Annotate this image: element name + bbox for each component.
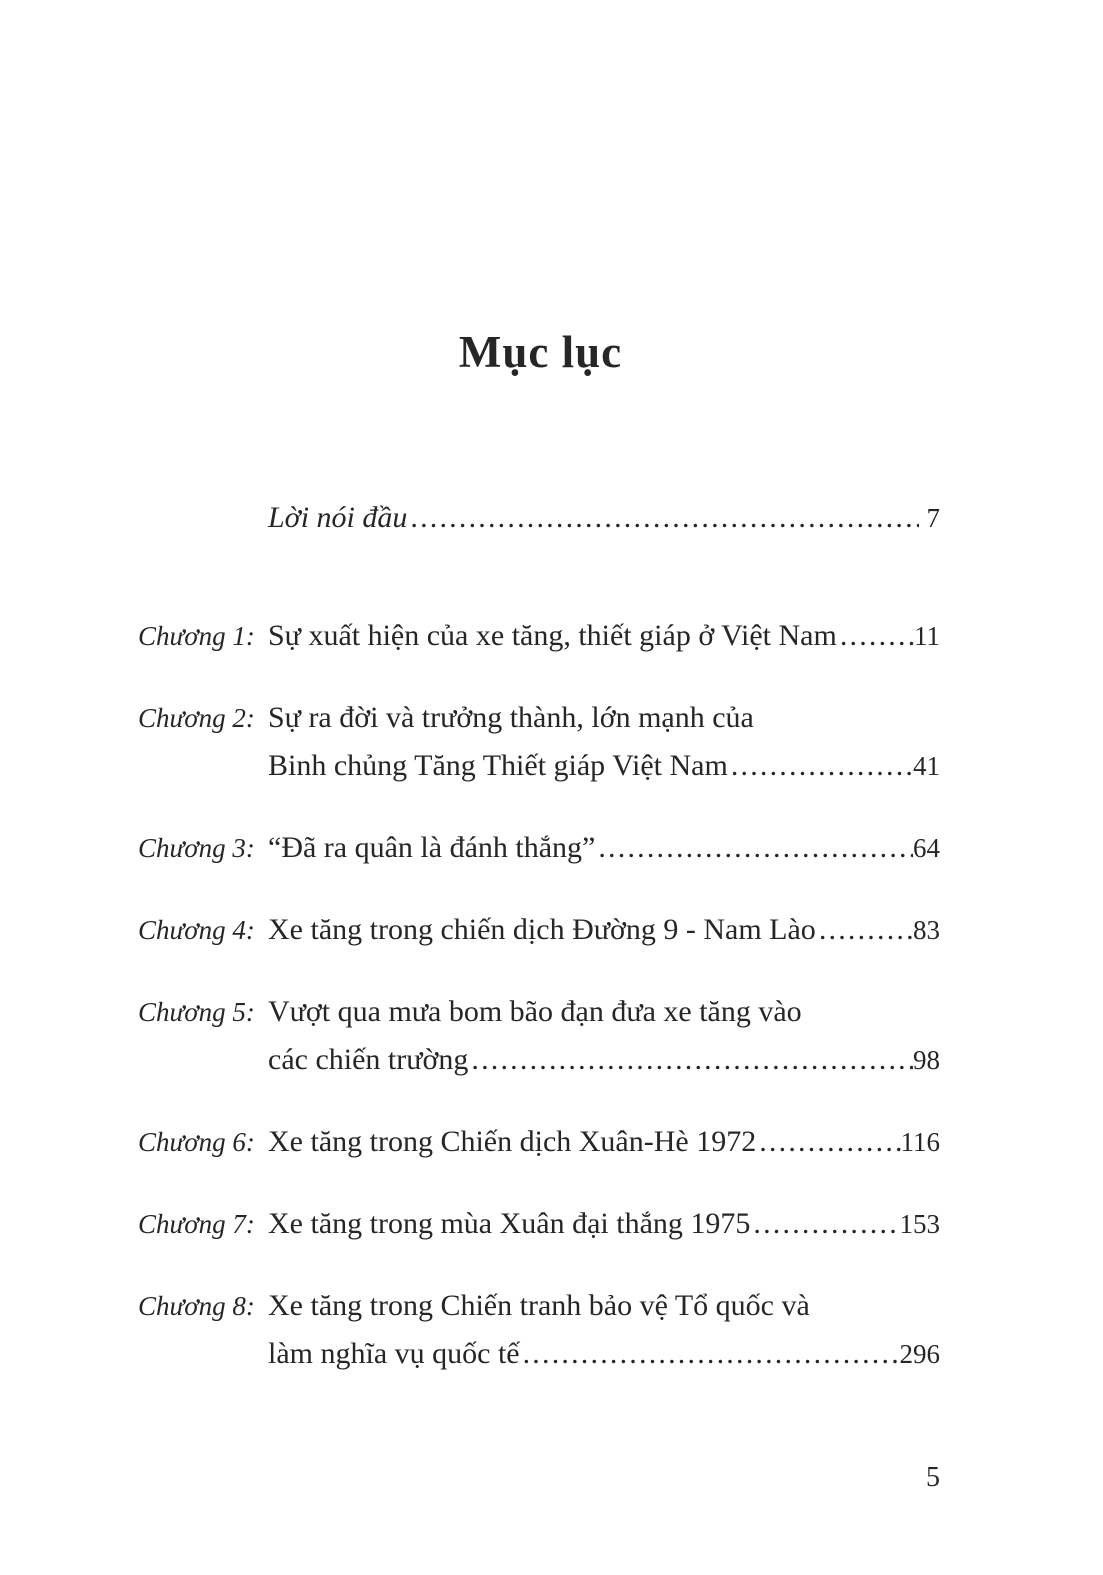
dot-leader bbox=[731, 742, 913, 790]
page-number: 116 bbox=[900, 1127, 940, 1157]
chapter-label: Chương 4: bbox=[138, 915, 255, 945]
chapter-title-continued: Binh chủng Tăng Thiết giáp Việt Nam bbox=[268, 749, 728, 782]
chapter-label: Chương 2: bbox=[138, 703, 255, 733]
dot-leader bbox=[753, 1200, 899, 1248]
page-number: 64 bbox=[913, 833, 940, 863]
dot-leader bbox=[471, 1036, 913, 1084]
dot-leader bbox=[410, 494, 918, 542]
toc-entry bbox=[138, 612, 940, 660]
chapter-label: Chương 7: bbox=[138, 1209, 255, 1239]
chapter-label: Chương 1: bbox=[138, 621, 255, 651]
chapter-title: “Đã ra quân là đánh thắng” bbox=[268, 831, 596, 864]
page-title: Mục lục bbox=[458, 327, 623, 377]
chapter-title: Sự xuất hiện của xe tăng, thiết giáp ở Việt Nam bbox=[268, 619, 837, 652]
chapter-title-continued: các chiến trường bbox=[268, 1043, 469, 1076]
toc-entry bbox=[138, 1200, 940, 1248]
page-number: 11 bbox=[914, 621, 940, 651]
chapter-label: Chương 3: bbox=[138, 833, 255, 863]
chapter-title: Sự ra đời và trưởng thành, lớn mạnh của bbox=[268, 701, 754, 734]
toc-entry bbox=[138, 1282, 940, 1378]
toc-entry bbox=[138, 988, 940, 1084]
page-number: 7 bbox=[926, 503, 940, 533]
dot-leader bbox=[523, 1330, 900, 1378]
chapter-label bbox=[138, 494, 268, 542]
page-number: 296 bbox=[899, 1339, 940, 1369]
dot-leader bbox=[840, 612, 914, 660]
dot-leader bbox=[759, 1118, 900, 1166]
table-of-contents bbox=[138, 494, 940, 1378]
chapter-label: Chương 6: bbox=[138, 1127, 255, 1157]
chapter-title: Xe tăng trong Chiến dịch Xuân-Hè 1972 bbox=[268, 1125, 757, 1158]
toc-entry bbox=[138, 906, 940, 954]
chapter-label: Chương 8: bbox=[138, 1291, 255, 1321]
toc-entry bbox=[138, 694, 940, 790]
page-number: 41 bbox=[913, 751, 940, 781]
toc-entry-preface bbox=[138, 494, 940, 542]
chapter-title: Xe tăng trong mùa Xuân đại thắng 1975 bbox=[268, 1207, 751, 1240]
chapter-title: Xe tăng trong Chiến tranh bảo vệ Tổ quốc và bbox=[268, 1289, 810, 1322]
toc-entry bbox=[138, 1118, 940, 1166]
chapter-title: Vượt qua mưa bom bão đạn đưa xe tăng vào bbox=[268, 995, 802, 1028]
dot-leader bbox=[598, 824, 913, 872]
chapter-title-continued: làm nghĩa vụ quốc tế bbox=[268, 1337, 520, 1370]
preface-title: Lời nói đầu bbox=[268, 501, 408, 534]
page-number: 153 bbox=[899, 1209, 940, 1239]
page-number: 83 bbox=[913, 915, 940, 945]
page-number: 98 bbox=[913, 1045, 940, 1075]
dot-leader bbox=[819, 906, 913, 954]
toc-entry bbox=[138, 824, 940, 872]
chapter-title: Xe tăng trong chiến dịch Đường 9 - Nam Lào bbox=[268, 913, 816, 946]
folio-page-number: 5 bbox=[926, 1462, 940, 1493]
chapter-label: Chương 5: bbox=[138, 997, 255, 1027]
